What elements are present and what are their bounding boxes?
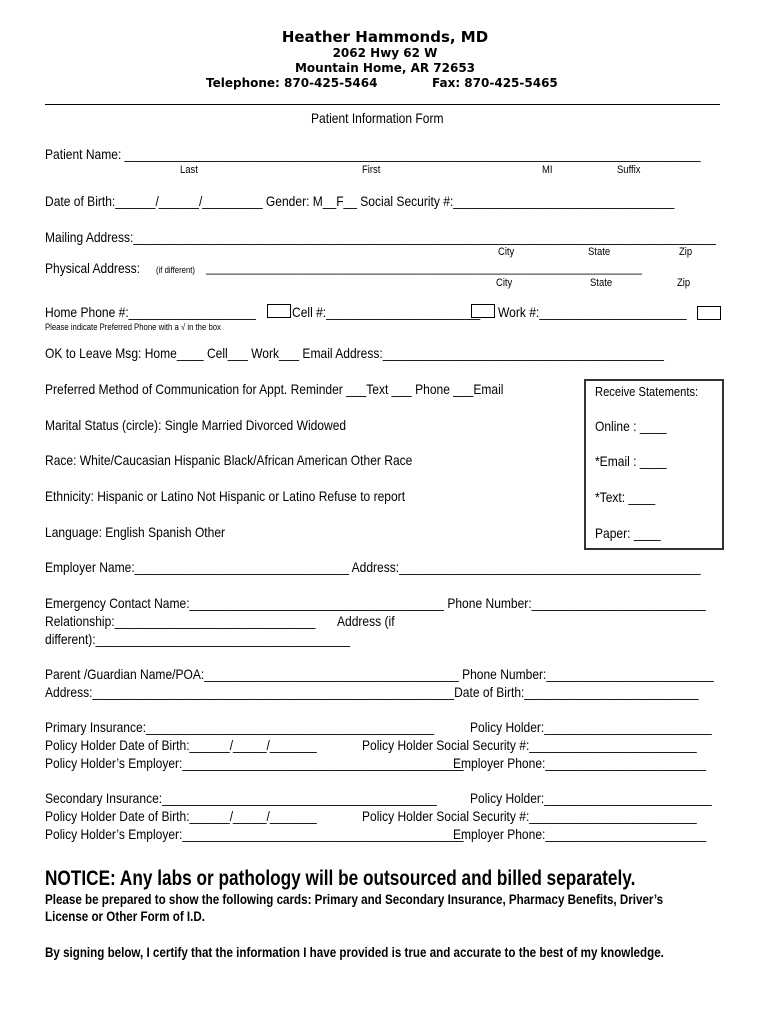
race-line[interactable]: Race: White/Caucasian Hispanic Black/African American Other Race	[45, 452, 413, 468]
preferred-communication-line[interactable]: Preferred Method of Communication for Appt. Reminder ___Text ___ Phone ___Email	[45, 381, 504, 397]
mailing-city-caption: City	[498, 246, 515, 258]
work-phone-field[interactable]: Work #:______________________	[498, 304, 687, 320]
work-preferred-checkbox[interactable]	[697, 306, 721, 320]
marital-status-line[interactable]: Marital Status (circle): Single Married Divorced Widowed	[45, 417, 347, 433]
mailing-zip-caption: Zip	[679, 246, 693, 258]
mailing-state-caption: State	[588, 246, 611, 258]
notice-heading: NOTICE: Any labs or pathology will be outsourced and billed separately.	[45, 867, 636, 890]
secondary-employer-phone-field[interactable]: Employer Phone:________________________	[453, 826, 707, 842]
secondary-holder-dob-field[interactable]: Policy Holder Date of Birth:______/_____/_______	[45, 808, 317, 824]
physical-state-caption: State	[590, 277, 613, 289]
guardian-address-line[interactable]: Address:______________________________________________________Date of Birth:__________________________	[45, 684, 699, 700]
header-divider	[45, 104, 720, 105]
last-name-caption: Last	[180, 164, 198, 176]
practice-address-line1: 2062 Hwy 62 W	[332, 46, 438, 60]
home-phone-field[interactable]: Home Phone #:___________________	[45, 304, 256, 320]
physical-address-note: (if different)	[156, 265, 196, 275]
statements-text[interactable]: *Text: ____	[595, 489, 656, 505]
primary-holder-employer-field[interactable]: Policy Holder’s Employer:__________________________________________	[45, 755, 464, 771]
relationship-field[interactable]: Relationship:______________________________	[45, 613, 316, 629]
preferred-phone-note: Please indicate Preferred Phone with a √ in the box	[45, 322, 221, 332]
cell-preferred-checkbox[interactable]	[471, 304, 495, 318]
statements-paper[interactable]: Paper: ____	[595, 525, 661, 541]
practice-telephone: Telephone: 870-425-5464	[206, 76, 378, 90]
receive-statements-title: Receive Statements:	[595, 384, 699, 399]
cell-phone-field[interactable]: Cell #:_______________________	[292, 304, 481, 320]
mailing-address-field[interactable]: Mailing Address:_______________________________________________________________________________________	[45, 229, 716, 245]
secondary-policy-holder-field[interactable]: Policy Holder:_________________________	[470, 790, 712, 806]
statements-email[interactable]: *Email : ____	[595, 453, 667, 469]
home-preferred-checkbox[interactable]	[267, 304, 291, 318]
secondary-holder-employer-field[interactable]: Policy Holder’s Employer:__________________________________________	[45, 826, 464, 842]
ethnicity-line[interactable]: Ethnicity: Hispanic or Latino Not Hispanic or Latino Refuse to report	[45, 488, 406, 504]
notice-cards-line2: License or Other Form of I.D.	[45, 909, 205, 924]
primary-policy-holder-field[interactable]: Policy Holder:_________________________	[470, 719, 712, 735]
dob-gender-ssn-line[interactable]: Date of Birth:______/______/_________ Gender: M__F__ Social Security #:_________________________________	[45, 193, 675, 209]
practice-name: Heather Hammonds, MD	[281, 28, 489, 46]
secondary-holder-ssn-field[interactable]: Policy Holder Social Security #:_________________________	[362, 808, 697, 824]
emergency-address-field[interactable]: different):______________________________________	[45, 631, 351, 647]
primary-holder-dob-field[interactable]: Policy Holder Date of Birth:______/_____/_______	[45, 737, 317, 753]
primary-employer-phone-field[interactable]: Employer Phone:________________________	[453, 755, 707, 771]
employer-line[interactable]: Employer Name:________________________________ Address:_____________________________________________	[45, 559, 701, 575]
patient-name-field[interactable]: Patient Name: ______________________________________________________________________________________	[45, 146, 701, 162]
practice-address-line2: Mountain Home, AR 72653	[294, 61, 476, 75]
notice-cards-line1: Please be prepared to show the following cards: Primary and Secondary Insurance, Pharmacy Benefits, Driver’s	[45, 892, 664, 907]
practice-fax: Fax: 870-425-5465	[432, 76, 558, 90]
first-name-caption: First	[362, 164, 381, 176]
primary-insurance-field[interactable]: Primary Insurance:___________________________________________	[45, 719, 434, 735]
guardian-name-line[interactable]: Parent /Guardian Name/POA:______________________________________ Phone Number:_________________________	[45, 666, 714, 682]
emergency-address-label: Address (if	[337, 613, 395, 629]
physical-address-label: Physical Address:	[45, 260, 141, 276]
primary-holder-ssn-field[interactable]: Policy Holder Social Security #:_________________________	[362, 737, 697, 753]
mi-caption: MI	[542, 164, 553, 176]
leave-message-line[interactable]: OK to Leave Msg: Home____ Cell___ Work___ Email Address:__________________________________________	[45, 345, 664, 361]
form-title: Patient Information Form	[311, 110, 444, 126]
certification-statement: By signing below, I certify that the information I have provided is true and accurate to the best of my knowledge.	[45, 945, 664, 960]
language-line[interactable]: Language: English Spanish Other	[45, 524, 226, 540]
physical-city-caption: City	[496, 277, 513, 289]
physical-zip-caption: Zip	[677, 277, 691, 289]
physical-address-field[interactable]: ________________________________________________________________________________________________________	[206, 260, 643, 275]
statements-online[interactable]: Online : ____	[595, 418, 667, 434]
suffix-caption: Suffix	[617, 164, 641, 176]
secondary-insurance-field[interactable]: Secondary Insurance:_________________________________________	[45, 790, 437, 806]
emergency-contact-line[interactable]: Emergency Contact Name:______________________________________ Phone Number:__________________________	[45, 595, 706, 611]
